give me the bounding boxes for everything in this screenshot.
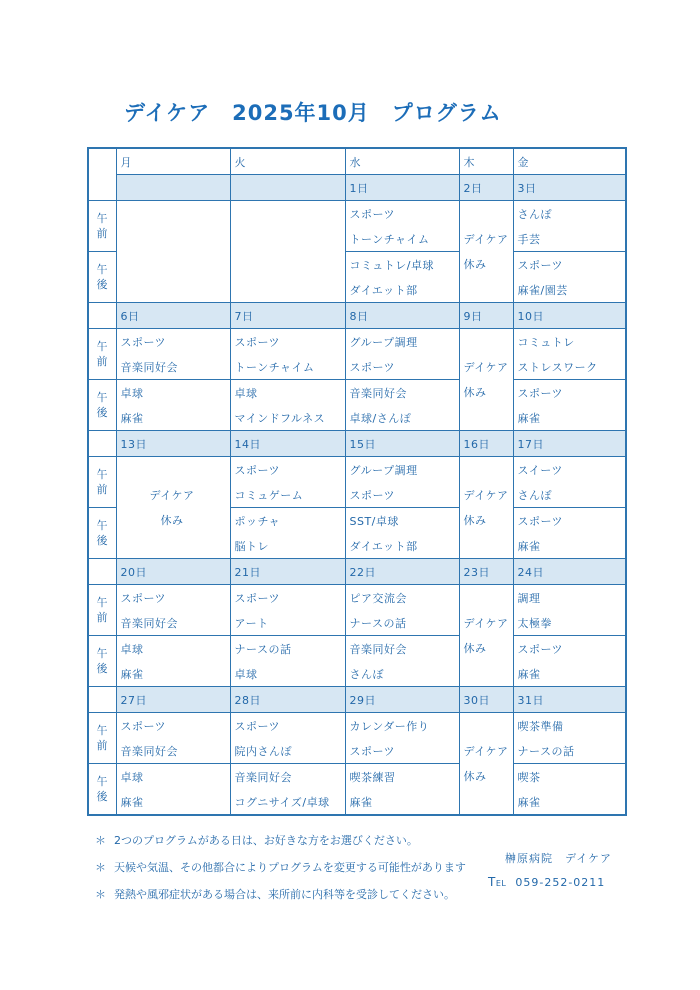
note-item (95, 826, 466, 853)
date-cell: 13日 (116, 431, 230, 457)
time-label-am: 午前 (88, 713, 116, 764)
program-line: スポーツ (234, 719, 281, 733)
program-line: スポーツ (517, 258, 564, 272)
time-label-am: 午前 (88, 457, 116, 508)
weekday-label: 水 (349, 155, 361, 169)
program-cell (345, 508, 459, 559)
daycare-closed-cell (459, 457, 513, 559)
asterisk-bullet: ＊ (95, 887, 106, 901)
program-line: 卓球 (120, 770, 144, 784)
time-label-pm: 午後 (88, 764, 116, 816)
program-line: スポーツ (120, 719, 167, 733)
weekday-header-wed (345, 148, 459, 175)
program-line: ナースの話 (234, 642, 292, 656)
program-line: 麻雀 (120, 667, 144, 681)
weekday-header-tue (230, 148, 345, 175)
program-line: カレンダー作り (349, 719, 430, 733)
am-row-week3 (88, 457, 626, 508)
closed-line: 休み (463, 386, 487, 399)
program-line: 調理 (517, 591, 541, 605)
program-line: ダイエット部 (349, 283, 418, 297)
page-title: デイケア 2025年10月 プログラム (124, 101, 502, 125)
empty-cell (230, 201, 345, 303)
asterisk-bullet: ＊ (95, 833, 106, 847)
program-line: ストレスワーク (517, 360, 598, 374)
program-line: グループ調理 (349, 335, 418, 349)
program-cell (345, 764, 459, 816)
program-cell (116, 380, 230, 431)
asterisk-bullet: ＊ (95, 860, 106, 874)
am-row-week4 (88, 585, 626, 636)
program-line: スポーツ (234, 463, 281, 477)
program-line: さんぽ (517, 488, 552, 502)
program-cell (116, 585, 230, 636)
program-line: 脳トレ (234, 539, 269, 553)
program-cell (513, 380, 626, 431)
program-cell (230, 457, 345, 508)
empty-cell (88, 431, 116, 457)
program-cell (345, 585, 459, 636)
note-text: 発熱や風邪症状がある場合は、来所前に内科等を受診してください。 (114, 887, 455, 901)
date-cell: 2日 (459, 175, 513, 201)
date-row-week4 (88, 559, 626, 585)
weekday-label: 金 (517, 155, 529, 169)
date-cell: 8日 (345, 303, 459, 329)
program-line: コミュトレ/卓球 (349, 258, 434, 272)
am-row-week1 (88, 201, 626, 252)
program-line: 太極拳 (517, 616, 552, 630)
closed-line: デイケア (463, 617, 509, 630)
date-cell (230, 175, 345, 201)
time-label-pm: 午後 (88, 252, 116, 303)
weekday-label: 火 (234, 155, 246, 169)
date-cell: 23日 (459, 559, 513, 585)
program-line: 卓球 (120, 386, 144, 400)
program-line: 卓球/さんぽ (349, 411, 412, 425)
program-line: 麻雀 (120, 411, 144, 425)
date-cell (116, 175, 230, 201)
closed-line: デイケア (463, 361, 509, 374)
time-label-pm: 午後 (88, 636, 116, 687)
closed-line: 休み (463, 514, 487, 527)
note-text: 2つのプログラムがある日は、お好きな方をお選びください。 (114, 833, 418, 847)
program-line: スポーツ (349, 360, 396, 374)
program-line: ダイエット部 (349, 539, 418, 553)
program-line: ナースの話 (349, 616, 407, 630)
program-line: 音楽同好会 (234, 770, 292, 784)
program-calendar-table (87, 147, 627, 816)
program-line: 麻雀 (517, 411, 541, 425)
program-cell (345, 713, 459, 764)
program-line: マインドフルネス (234, 411, 326, 425)
time-label-am: 午前 (88, 329, 116, 380)
program-line: スポーツ (349, 744, 396, 758)
program-line: 喫茶練習 (349, 770, 396, 784)
program-line: トーンチャイム (234, 360, 315, 374)
date-row-week5 (88, 687, 626, 713)
closed-line: デイケア (463, 233, 509, 246)
program-cell (230, 380, 345, 431)
closed-line: 休み (463, 770, 487, 783)
program-line: ピア交流会 (349, 591, 407, 605)
contact-block (488, 848, 612, 889)
date-cell: 24日 (513, 559, 626, 585)
program-line: 卓球 (234, 667, 258, 681)
program-cell (116, 329, 230, 380)
weekday-header-fri (513, 148, 626, 175)
date-row-week3 (88, 431, 626, 457)
date-cell: 16日 (459, 431, 513, 457)
weekday-header-row (88, 148, 626, 175)
date-cell: 9日 (459, 303, 513, 329)
program-cell (513, 201, 626, 252)
hospital-name: 榊原病院 デイケア (505, 852, 613, 865)
closed-line: 休み (160, 514, 184, 527)
program-line: 音楽同好会 (349, 642, 407, 656)
program-line: 麻雀 (120, 795, 144, 809)
time-label-pm: 午後 (88, 508, 116, 559)
program-line: 音楽同好会 (120, 616, 178, 630)
program-cell (116, 636, 230, 687)
tel-label: TEL (488, 875, 507, 889)
date-cell: 1日 (345, 175, 459, 201)
program-line: 手芸 (517, 232, 541, 246)
date-cell: 27日 (116, 687, 230, 713)
notes-list (95, 826, 466, 907)
program-cell (345, 380, 459, 431)
date-cell: 14日 (230, 431, 345, 457)
daycare-closed-cell (459, 713, 513, 816)
date-cell: 10日 (513, 303, 626, 329)
program-line: SST/卓球 (349, 514, 399, 528)
note-item (95, 853, 466, 880)
weekday-header-mon (116, 148, 230, 175)
program-line: 喫茶 (517, 770, 541, 784)
program-line: スポーツ (517, 514, 564, 528)
program-line: スポーツ (517, 386, 564, 400)
program-line: 麻雀 (349, 795, 373, 809)
corner-cell (88, 148, 116, 201)
time-label-am: 午前 (88, 201, 116, 252)
program-line: 麻雀 (517, 539, 541, 553)
program-cell (513, 764, 626, 816)
program-cell (230, 713, 345, 764)
program-line: 院内さんぽ (234, 744, 292, 758)
pm-row-week5 (88, 764, 626, 816)
program-cell (513, 457, 626, 508)
program-cell (513, 636, 626, 687)
daycare-closed-cell (116, 457, 230, 559)
program-line: スポーツ (349, 207, 396, 221)
program-line: スポーツ (349, 488, 396, 502)
empty-cell (88, 687, 116, 713)
program-cell (345, 252, 459, 303)
program-cell (513, 252, 626, 303)
program-line: 卓球 (120, 642, 144, 656)
date-cell: 20日 (116, 559, 230, 585)
program-cell (345, 201, 459, 252)
daycare-closed-cell (459, 201, 513, 303)
date-cell: 28日 (230, 687, 345, 713)
daycare-closed-cell (459, 329, 513, 431)
program-cell (513, 329, 626, 380)
program-line: トーンチャイム (349, 232, 430, 246)
program-cell (345, 457, 459, 508)
program-line: 喫茶準備 (517, 719, 564, 733)
closed-line: 休み (463, 642, 487, 655)
program-line: ナースの話 (517, 744, 575, 758)
program-cell (345, 329, 459, 380)
program-cell (230, 329, 345, 380)
note-text: 天候や気温、その他都合によりプログラムを変更する可能性があります (114, 860, 466, 874)
date-cell: 21日 (230, 559, 345, 585)
program-line: 麻雀 (517, 795, 541, 809)
program-line: さんぼ (349, 667, 384, 681)
program-line: スポーツ (234, 335, 281, 349)
date-cell: 17日 (513, 431, 626, 457)
program-cell (230, 508, 345, 559)
date-cell: 22日 (345, 559, 459, 585)
weekday-header-thu (459, 148, 513, 175)
program-cell (230, 585, 345, 636)
program-cell (513, 713, 626, 764)
time-label-pm: 午後 (88, 380, 116, 431)
date-cell: 30日 (459, 687, 513, 713)
weekday-label: 木 (463, 155, 475, 169)
am-row-week5 (88, 713, 626, 764)
date-cell: 6日 (116, 303, 230, 329)
program-cell (513, 585, 626, 636)
program-cell (116, 713, 230, 764)
program-line: スポーツ (120, 591, 167, 605)
closed-line: 休み (463, 258, 487, 271)
program-line: 音楽同好会 (120, 744, 178, 758)
weekday-label: 月 (120, 155, 132, 169)
closed-line: デイケア (149, 489, 195, 502)
program-cell (230, 764, 345, 816)
empty-cell (88, 559, 116, 585)
program-cell (345, 636, 459, 687)
pm-row-week4 (88, 636, 626, 687)
program-line: スポーツ (517, 642, 564, 656)
program-line: 音楽同好会 (349, 386, 407, 400)
date-cell: 31日 (513, 687, 626, 713)
program-cell (230, 636, 345, 687)
date-cell: 3日 (513, 175, 626, 201)
program-line: アート (234, 616, 269, 630)
time-label-am: 午前 (88, 585, 116, 636)
pm-row-week2 (88, 380, 626, 431)
date-cell: 29日 (345, 687, 459, 713)
program-line: スポーツ (120, 335, 167, 349)
program-line: さんぽ (517, 207, 552, 221)
date-cell: 15日 (345, 431, 459, 457)
closed-line: デイケア (463, 489, 509, 502)
program-line: コグニサイズ/卓球 (234, 795, 330, 809)
note-item (95, 880, 466, 907)
program-line: 卓球 (234, 386, 258, 400)
program-line: 音楽同好会 (120, 360, 178, 374)
program-line: スポーツ (234, 591, 281, 605)
program-line: 麻雀 (517, 667, 541, 681)
program-cell (513, 508, 626, 559)
closed-line: デイケア (463, 745, 509, 758)
daycare-closed-cell (459, 585, 513, 687)
program-line: 麻雀/園芸 (517, 283, 568, 297)
program-cell (116, 764, 230, 816)
program-line: コミュゲーム (234, 488, 304, 502)
program-line: ポッチャ (234, 514, 281, 528)
program-line: コミュトレ (517, 335, 575, 349)
date-cell: 7日 (230, 303, 345, 329)
empty-cell (116, 201, 230, 303)
program-line: スイーツ (517, 463, 563, 477)
program-line: グループ調理 (349, 463, 418, 477)
date-row-week1 (88, 175, 626, 201)
phone-row (488, 875, 612, 889)
empty-cell (88, 303, 116, 329)
date-row-week2 (88, 303, 626, 329)
am-row-week2 (88, 329, 626, 380)
phone-number: 059-252-0211 (515, 875, 606, 889)
